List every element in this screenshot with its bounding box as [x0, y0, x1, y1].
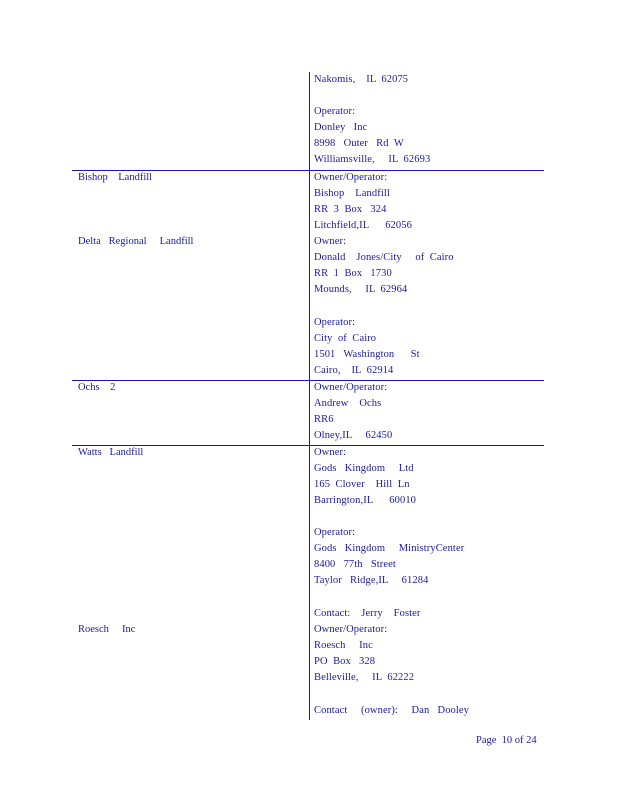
row-divider — [72, 380, 544, 381]
detail-line: Owner/Operator: — [314, 624, 388, 635]
detail-line: Owner/Operator: — [314, 172, 388, 183]
detail-line: Cairo, IL 62914 — [314, 365, 394, 376]
detail-line: Olney,IL 62450 — [314, 430, 393, 441]
detail-line: Andrew Ochs — [314, 398, 382, 409]
facility-name: Watts Landfill — [78, 447, 144, 458]
detail-line: Bishop Landfill — [314, 188, 390, 199]
detail-line: Owner: — [314, 447, 347, 458]
detail-line: Operator: — [314, 527, 356, 538]
detail-line: Nakomis, IL 62075 — [314, 74, 409, 85]
detail-line: Operator: — [314, 317, 356, 328]
detail-line: Barrington,IL 60010 — [314, 495, 417, 506]
detail-line: 8400 77th Street — [314, 559, 396, 570]
detail-line: Donley Inc — [314, 122, 368, 133]
facility-name: Ochs 2 — [78, 382, 116, 393]
facility-name: Delta Regional Landfill — [78, 236, 194, 247]
detail-line: Contact (owner): Dan Dooley — [314, 705, 470, 716]
page-number: Page 10 of 24 — [476, 735, 537, 746]
detail-line: Gods Kingdom MinistryCenter — [314, 543, 465, 554]
detail-line: Owner: — [314, 236, 347, 247]
detail-line: 1501 Washington St — [314, 349, 420, 360]
detail-line: Williamsville, IL 62693 — [314, 154, 431, 165]
detail-line: Owner/Operator: — [314, 382, 388, 393]
facility-name: Bishop Landfill — [78, 172, 153, 183]
detail-line: RR6 — [314, 414, 334, 425]
detail-line: PO Box 328 — [314, 656, 376, 667]
detail-line: Taylor Ridge,IL 61284 — [314, 575, 429, 586]
detail-line: Litchfield,IL 62056 — [314, 220, 412, 231]
detail-line: Gods Kingdom Ltd — [314, 463, 414, 474]
detail-line: Roesch Inc — [314, 640, 373, 651]
detail-line: Mounds, IL 62964 — [314, 284, 408, 295]
detail-line: Operator: — [314, 106, 356, 117]
detail-line: 165 Clover Hill Ln — [314, 479, 410, 490]
facility-name: Roesch Inc — [78, 624, 136, 635]
detail-line: RR 1 Box 1730 — [314, 268, 392, 279]
detail-line: 8998 Outer Rd W — [314, 138, 404, 149]
detail-line: City of Cairo — [314, 333, 377, 344]
detail-line: Belleville, IL 62222 — [314, 672, 415, 683]
detail-line: Contact: Jerry Foster — [314, 608, 421, 619]
detail-line: RR 3 Box 324 — [314, 204, 387, 215]
detail-line: Donald Jones/City of Cairo — [314, 252, 454, 263]
